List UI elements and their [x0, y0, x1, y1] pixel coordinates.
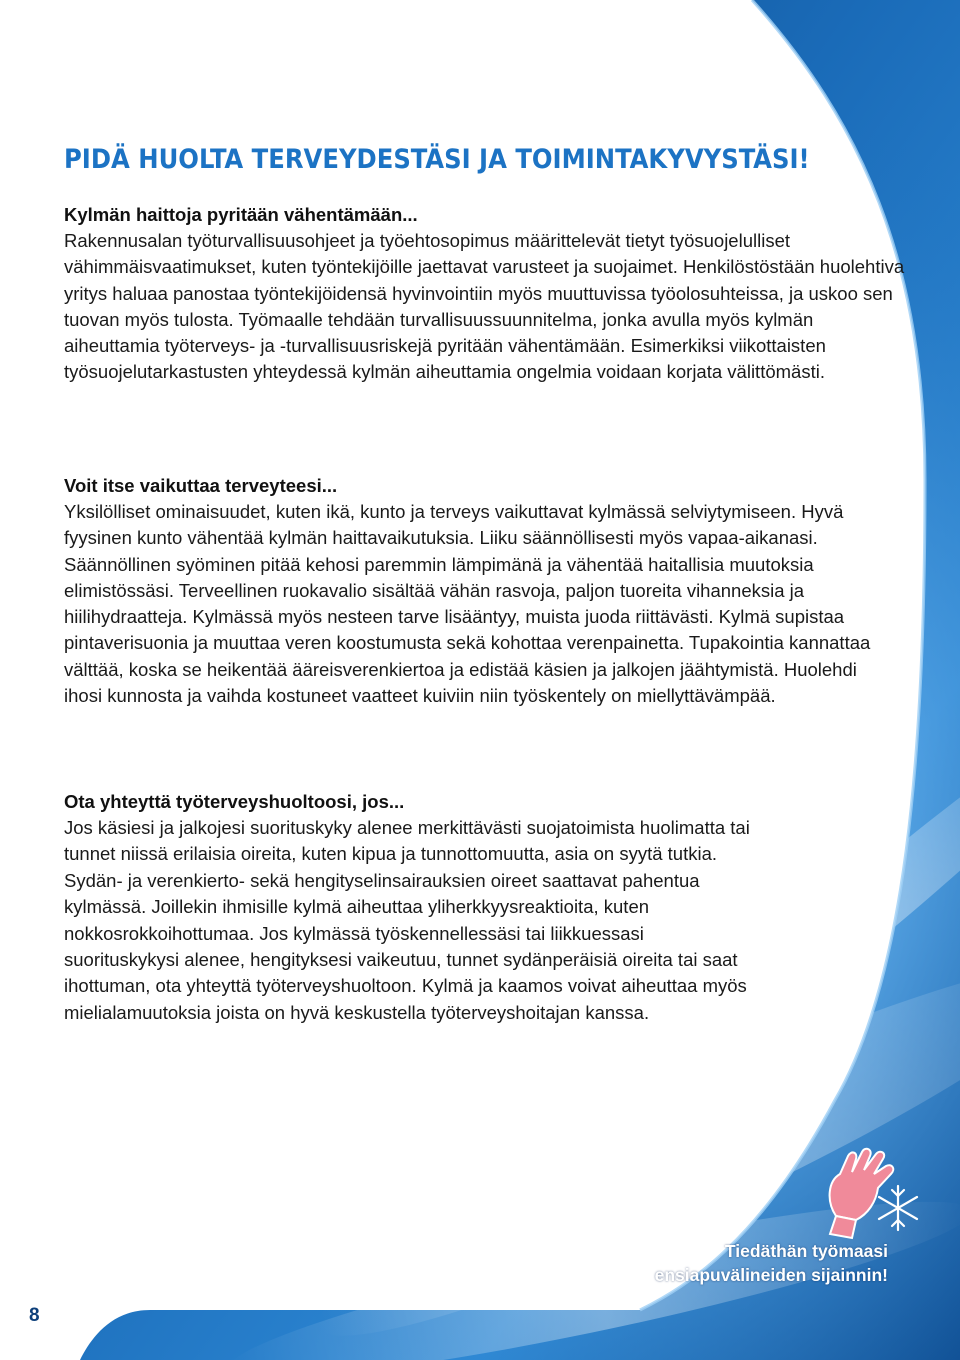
section-heading: Ota yhteyttä työterveyshuoltoosi, jos...	[64, 791, 405, 812]
section-heading: Kylmän haittoja pyritään vähentämään...	[64, 204, 418, 225]
section-body: Jos käsiesi ja jalkojesi suorituskyky alenee merkittävästi suojatoimista huolimatta tai tunnet niissä erilaisia oireita, kuten kipua ja tunnottomuutta, asia on syytä tutkia. Sydän- ja verenkierto- sekä hengityselinsairauksien oireet saattavat pahentua kylmässä. Joillekin ihmisille kylmä aiheuttaa yliherkkyysreaktioita, kuten nokkosrokkoihottumaa. Jos kylmässä työskennellessäsi tai liikkuessasi suorituskykysi alenee, hengityksesi vaikeutuu, tunnet sydänperäisiä oireita tai saat ihottuman, ota yhteyttä työterveyshuoltoon. Kylmä ja kaamos voivat aiheuttaa myös mielialamuutoksia joista on hyvä keskustella työterveyshoitajan kanssa.	[64, 817, 750, 1023]
first-aid-tip	[655, 1239, 888, 1287]
tip-line: Tiedäthän työmaasi	[724, 1241, 888, 1261]
section-heading: Voit itse vaikuttaa terveyteesi...	[64, 475, 338, 496]
section-body: Yksilölliset ominaisuudet, kuten ikä, kunto ja terveys vaikuttavat kylmässä selviytymiseen. Hyvä fyysinen kunto vähentää kylmän haittavaikutuksia. Liiku säännöllisesti myös vapaa-aikanasi. Säännöllinen syöminen pitää kehosi paremmin lämpimänä ja vähentää haitallisia muutoksia elimistössäsi. Terveellinen ruokavalio sisältää vähän rasvoja, paljon tuoreita vihanneksia ja hiilihydraatteja. Kylmässä myös nesteen tarve lisääntyy, muista juoda riittävästi. Kylmä supistaa pintaverisuonia ja muuttaa veren koostumusta sekä kohottaa verenpainetta. Tupakointia kannattaa välttää, koska se heikentää ääreisverenkiertoa ja edistää käsien ja jalkojen jäähtymistä. Huolehdi ihosi kunnosta ja vaihda kostuneet vaatteet kuiviin niin työskentely on miellyttävämpää.	[64, 501, 871, 707]
section-own-health	[64, 472, 894, 709]
section-reducing-cold-harm	[64, 201, 914, 386]
page-number: 8	[29, 1305, 40, 1326]
tip-line: ensiapuvälineiden sijainnin!	[654, 1265, 888, 1285]
section-body: Rakennusalan työturvallisuusohjeet ja työehtosopimus määrittelevät tietyt työsuojelulliset vähimmäisvaatimukset, kuten työntekijöille jaettavat varusteet ja suojaimet. Henkilöstöstään huolehtiva yritys haluaa panostaa työntekijöidensä hyvinvointiin myös muuttuvissa työolosuhteissa, ja uskoo sen tuovan myös tulosta. Työmaalle tehdään turvallisuussuunnitelma, jonka avulla myös kylmän aiheuttamia työterveys- ja -turvallisuusriskejä pyritään vähentämään. Esimerkiksi viikottaisten työsuojelutarkastusten yhteydessä kylmän aiheuttamia ongelmia voidaan korjata välittömästi.	[64, 230, 905, 383]
glove-snowflake-icon	[818, 1146, 930, 1242]
section-contact-occupational-health	[64, 788, 764, 1026]
page-title: PIDÄ HUOLTA TERVEYDESTÄSI JA TOIMINTAKYVYSTÄSI!	[64, 144, 810, 175]
